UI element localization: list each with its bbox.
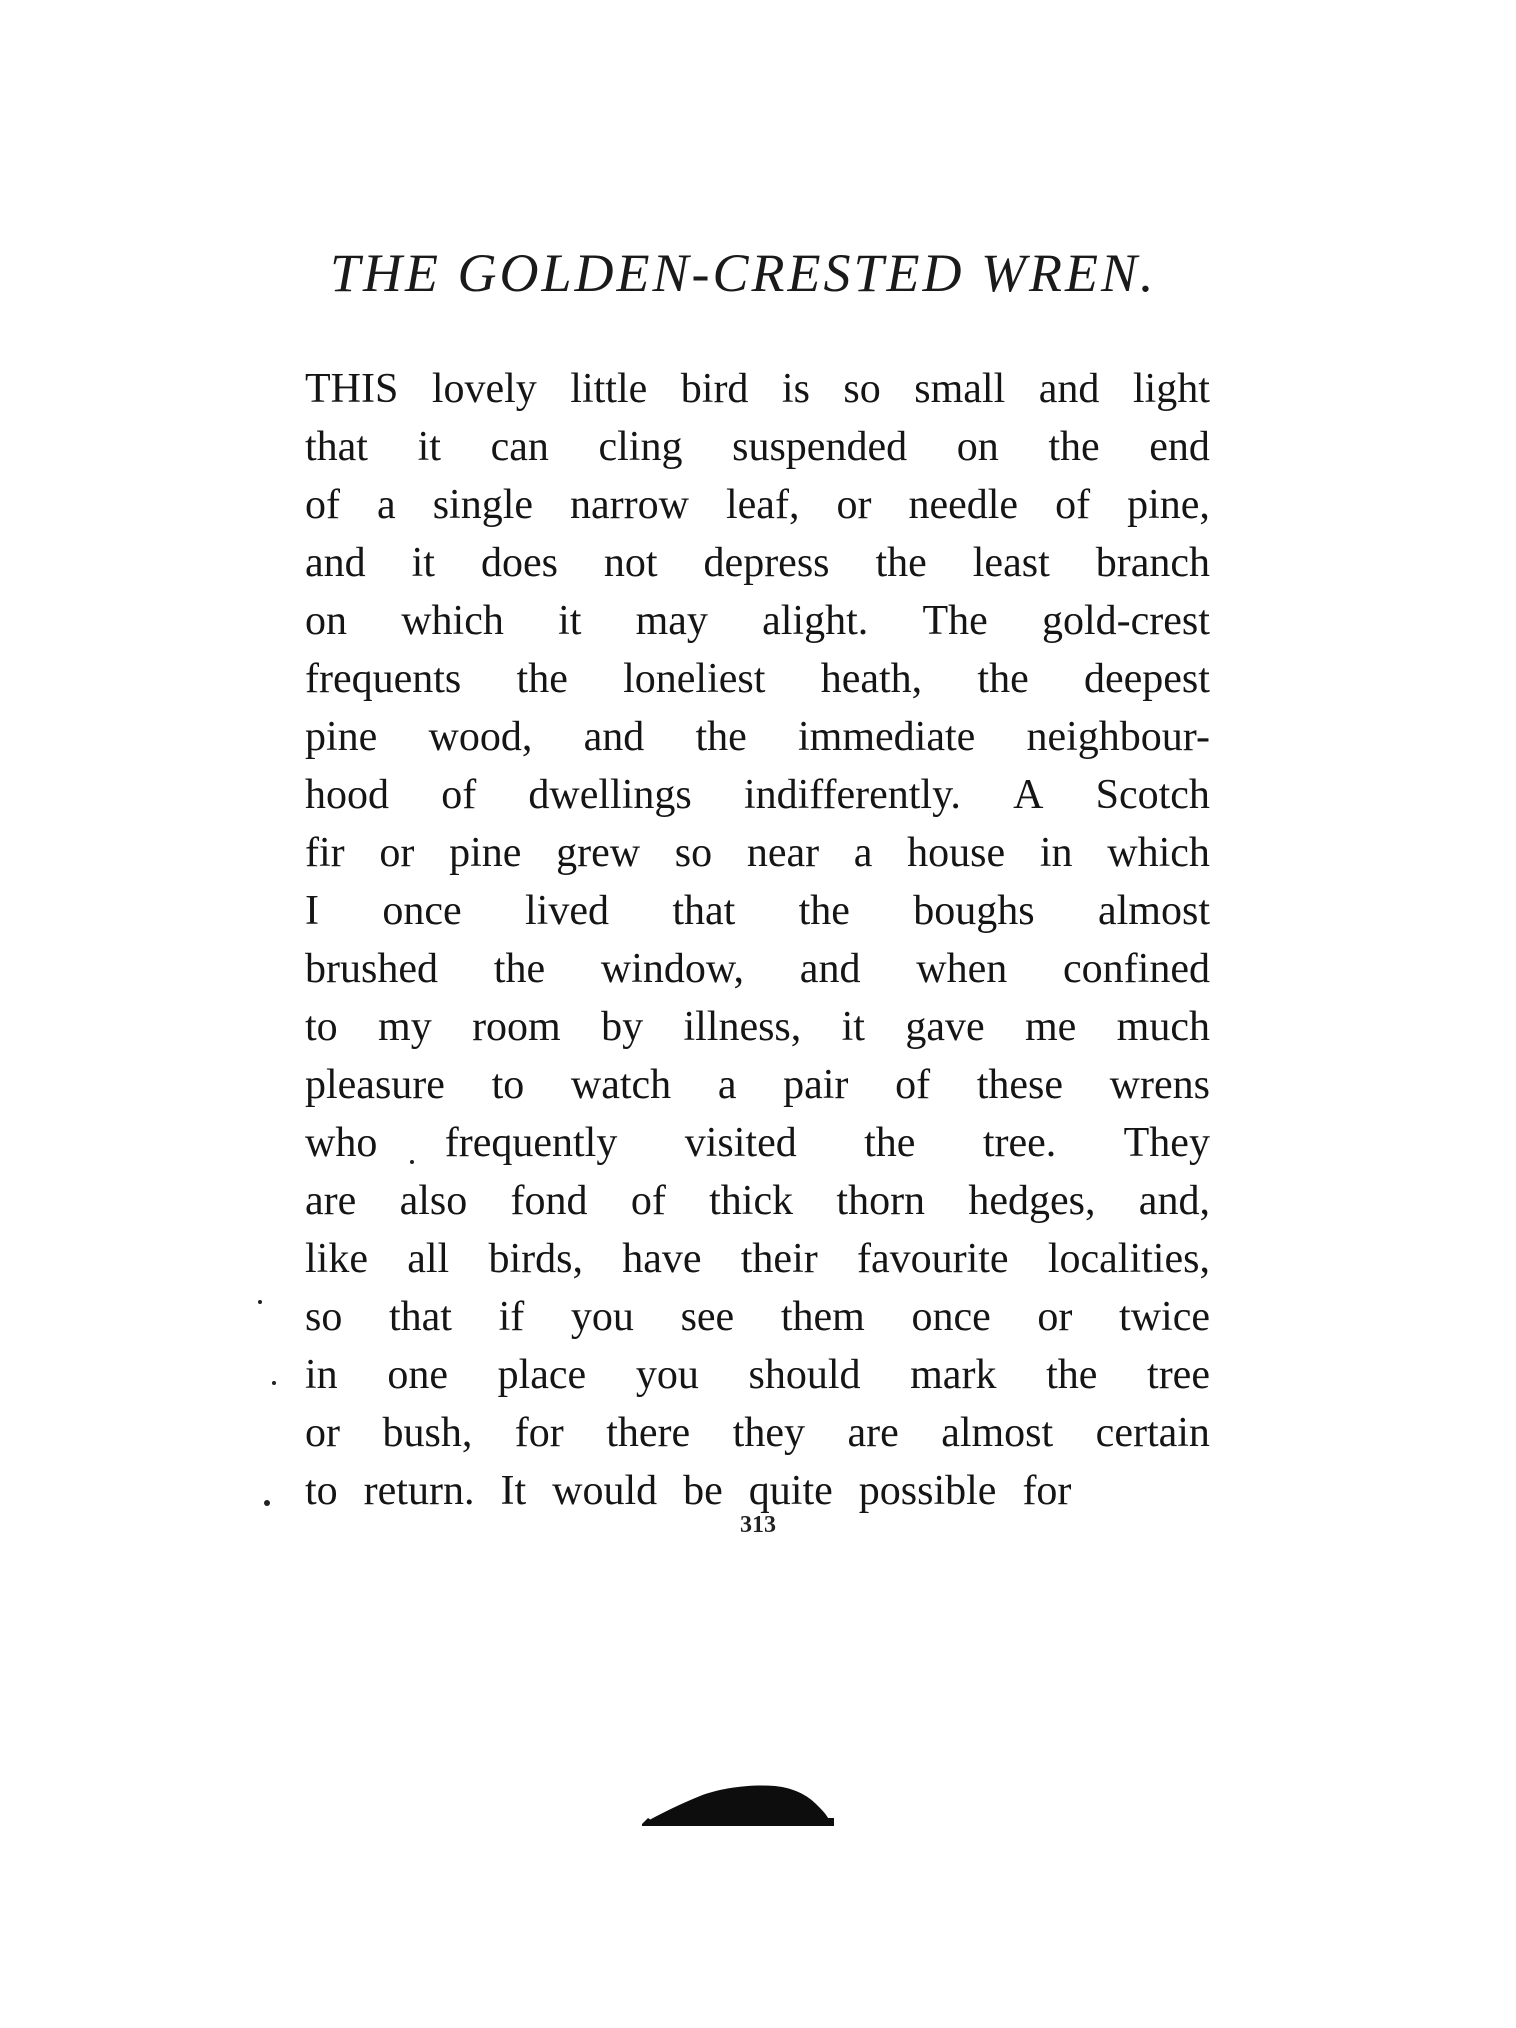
word: I (305, 888, 319, 934)
word: and (1038, 366, 1100, 412)
word: house (907, 830, 1006, 876)
word: neighbour- (1026, 714, 1210, 760)
word: room (472, 1004, 561, 1050)
text-line (305, 1230, 1210, 1288)
margin-speck (410, 1160, 414, 1164)
word: which (1107, 830, 1210, 876)
word: it (558, 598, 582, 644)
word: almost (941, 1410, 1054, 1456)
word: place (497, 1352, 587, 1398)
word: you (570, 1294, 634, 1340)
text-line (305, 708, 1210, 766)
text-line (305, 1114, 1210, 1172)
text-line (305, 998, 1210, 1056)
word: all (407, 1236, 450, 1282)
text-line (305, 592, 1210, 650)
word: also (399, 1178, 468, 1224)
word: to (491, 1062, 525, 1108)
word: needle (908, 482, 1019, 528)
word: that (389, 1294, 452, 1340)
word: that (305, 424, 368, 470)
word: thick (709, 1178, 794, 1224)
text-line (305, 766, 1210, 824)
word: gold-crest (1041, 598, 1210, 644)
word: once (911, 1294, 991, 1340)
word: or (836, 482, 872, 528)
word: grew (556, 830, 641, 876)
margin-speck (272, 1381, 276, 1385)
word: would (552, 1468, 658, 1514)
word: pine (449, 830, 522, 876)
word: tree (1147, 1352, 1210, 1398)
word: these (976, 1062, 1063, 1108)
word: a (853, 830, 873, 876)
word: lived (524, 888, 609, 934)
word: in (1039, 830, 1073, 876)
word: and (799, 946, 861, 992)
word: and, (1138, 1178, 1210, 1224)
word: they (732, 1410, 805, 1456)
word: and (583, 714, 645, 760)
word: possible (858, 1468, 997, 1514)
word: favourite (856, 1236, 1009, 1282)
word: THIS (305, 366, 399, 412)
word: narrow (570, 482, 689, 528)
text-line (305, 1172, 1210, 1230)
word: almost (1098, 888, 1210, 934)
word: birds, (488, 1236, 583, 1282)
word: visited (684, 1120, 797, 1166)
word: them (780, 1294, 865, 1340)
word: which (401, 598, 504, 644)
word: return. (363, 1468, 475, 1514)
word: you (635, 1352, 699, 1398)
text-line (305, 1404, 1210, 1462)
word: They (1123, 1120, 1210, 1166)
word: the (798, 888, 850, 934)
text-line (305, 1346, 1210, 1404)
chapter-title: THE GOLDEN-CRESTED WREN. (330, 243, 1157, 303)
word: of (1055, 482, 1091, 528)
word: a (717, 1062, 737, 1108)
word: on (305, 598, 347, 644)
word: fir (305, 830, 345, 876)
word: by (601, 1004, 644, 1050)
word: tree. (982, 1120, 1057, 1166)
word: see (680, 1294, 735, 1340)
word: heath, (820, 656, 923, 702)
text-line (305, 476, 1210, 534)
word: near (746, 830, 820, 876)
word: can (490, 424, 549, 470)
word: branch (1095, 540, 1210, 586)
text-line (305, 1288, 1210, 1346)
word: hood (305, 772, 389, 818)
word: brushed (305, 946, 438, 992)
word: quite (748, 1468, 833, 1514)
body-text (305, 360, 1210, 1520)
word: indifferently. (743, 772, 961, 818)
word: frequently (444, 1120, 618, 1166)
word: does (480, 540, 558, 586)
text-line (305, 418, 1210, 476)
word: when (916, 946, 1008, 992)
word: a (377, 482, 396, 528)
word: twice (1119, 1294, 1210, 1340)
word: that (672, 888, 736, 934)
word: of (305, 482, 340, 528)
word: certain (1095, 1410, 1210, 1456)
word: for (1022, 1468, 1072, 1514)
word: like (305, 1236, 368, 1282)
word: are (305, 1178, 357, 1224)
word: depress (703, 540, 830, 586)
word: boughs (913, 888, 1035, 934)
word: bird (680, 366, 749, 412)
text-line (305, 360, 1210, 418)
word: in (305, 1352, 338, 1398)
word: there (606, 1410, 691, 1456)
word: should (748, 1352, 861, 1398)
word: localities, (1047, 1236, 1210, 1282)
word: immediate (798, 714, 976, 760)
word: to (305, 1004, 338, 1050)
word: mark (910, 1352, 997, 1398)
text-line (305, 882, 1210, 940)
word: confined (1063, 946, 1210, 992)
word: suspended (732, 424, 908, 470)
word: their (740, 1236, 818, 1282)
word: loneliest (623, 656, 766, 702)
word: have (622, 1236, 702, 1282)
word: small (914, 366, 1006, 412)
word: thorn (836, 1178, 926, 1224)
ink-blot-smudge (640, 1782, 835, 1826)
word: The (922, 598, 988, 644)
text-line (305, 824, 1210, 882)
word: leaf, (726, 482, 800, 528)
word: on (956, 424, 999, 470)
word: once (382, 888, 462, 934)
word: dwellings (528, 772, 692, 818)
word: the (516, 656, 568, 702)
word: watch (570, 1062, 672, 1108)
word: of (895, 1062, 931, 1108)
word: frequents (305, 656, 462, 702)
text-line (305, 534, 1210, 592)
word: It (500, 1468, 527, 1514)
word: end (1149, 424, 1210, 470)
word: the (1046, 1352, 1098, 1398)
word: it (841, 1004, 865, 1050)
word: wrens (1109, 1062, 1210, 1108)
word: window, (600, 946, 744, 992)
word: me (1025, 1004, 1077, 1050)
word: pine, (1127, 482, 1210, 528)
word: much (1116, 1004, 1210, 1050)
word: may (635, 598, 708, 644)
word: the (695, 714, 747, 760)
word: cling (598, 424, 683, 470)
word: lovely (431, 366, 537, 412)
word: it (411, 540, 435, 586)
word: or (379, 830, 415, 876)
word: illness, (683, 1004, 802, 1050)
word: least (972, 540, 1050, 586)
word: not (603, 540, 658, 586)
word: the (493, 946, 546, 992)
text-line (305, 1056, 1210, 1114)
word: or (305, 1410, 340, 1456)
word: the (875, 540, 927, 586)
word: for (514, 1410, 564, 1456)
word: or (1037, 1294, 1073, 1340)
word: so (674, 830, 713, 876)
word: if (498, 1294, 525, 1340)
margin-speck (258, 1300, 262, 1304)
word: the (977, 656, 1029, 702)
word: one (387, 1352, 448, 1398)
word: is (781, 366, 810, 412)
word: pleasure (305, 1062, 445, 1108)
word: pair (783, 1062, 849, 1108)
text-line (305, 650, 1210, 708)
word: A (1013, 772, 1044, 818)
word: deepest (1084, 656, 1210, 702)
page-number: 313 (740, 1512, 776, 1538)
margin-speck (264, 1500, 270, 1506)
word: pine (305, 714, 378, 760)
word: my (378, 1004, 432, 1050)
word: of (441, 772, 477, 818)
word: it (417, 424, 441, 470)
word: the (1048, 424, 1100, 470)
word: be (683, 1468, 723, 1514)
word: who (305, 1120, 378, 1166)
word: so (843, 366, 881, 412)
word: fond (510, 1178, 588, 1224)
word: Scotch (1095, 772, 1210, 818)
word: single (432, 482, 534, 528)
word: alight. (762, 598, 869, 644)
word: light (1132, 366, 1210, 412)
word: are (847, 1410, 899, 1456)
word: hedges, (968, 1178, 1096, 1224)
word: gave (905, 1004, 985, 1050)
word: and (305, 540, 366, 586)
word: bush, (382, 1410, 473, 1456)
word: to (305, 1468, 338, 1514)
text-line (305, 940, 1210, 998)
word: little (570, 366, 648, 412)
word: so (305, 1294, 343, 1340)
word: the (864, 1120, 916, 1166)
word: of (630, 1178, 666, 1224)
word: wood, (428, 714, 533, 760)
